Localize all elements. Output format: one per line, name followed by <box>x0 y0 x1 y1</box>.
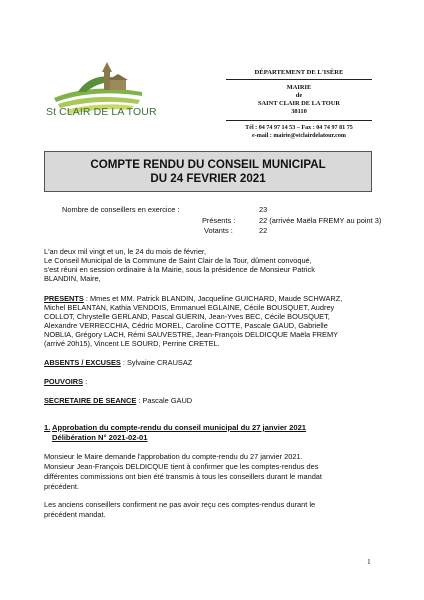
document-title: COMPTE RENDU DU CONSEIL MUNICIPAL <box>90 158 326 171</box>
absents-value: : Sylvaine CRAUSAZ <box>120 358 193 367</box>
section-subtitle: Délibération N° 2021-02-01 <box>52 433 148 442</box>
postal-code: 38110 <box>291 108 307 115</box>
mairie-label: MAIRIE <box>286 84 312 91</box>
pouvoirs-value: : <box>83 377 88 386</box>
intro-line: L'an deux mil vingt et un, le 24 du mois de février, <box>44 247 207 256</box>
votants-label: Votants : <box>204 226 233 235</box>
phone-fax: Tél : 04 74 97 14 53 – Fax : 04 74 97 81 75 <box>245 125 353 131</box>
absents-label: ABSENTS / EXCUSES <box>44 358 121 367</box>
header-divider <box>226 79 372 80</box>
present-value: 22 (arrivée Maëla FREMY au point 3) <box>259 216 382 225</box>
exercise-label: Nombre de conseillers en exercice : <box>62 205 180 214</box>
email-address: e-mail : mairie@stclairdelatour.com <box>252 133 346 139</box>
section-paragraph-line: précédent mandat. <box>44 510 106 519</box>
presents-label: PRESENTS <box>44 294 84 303</box>
exercise-value: 23 <box>259 205 268 214</box>
presents-text: : Mmes et MM. Patrick BLANDIN, Jacqueline GUICHARD, Maude SCHWARZ, <box>83 294 343 303</box>
pouvoirs-label: POUVOIRS <box>44 377 84 386</box>
document-date: DU 24 FEVRIER 2021 <box>150 172 266 185</box>
department-label: DÉPARTEMENT DE L'ISÈRE <box>254 69 344 76</box>
commune-name: SAINT CLAIR DE LA TOUR <box>257 100 341 107</box>
intro-line: Le Conseil Municipal de la Commune de Saint Clair de la Tour, dûment convoqué, <box>44 256 312 265</box>
presents-line: Alexandre VERRECCHIA, Cédric MOREL, Caroline COTTE, Pascale GAUD, Gabrielle <box>44 321 328 330</box>
header-divider-2 <box>226 120 372 121</box>
intro-line: s'est réuni en session ordinaire à la Mairie, sous la présidence de Monsieur Patrick <box>44 265 315 274</box>
section-paragraph-line: précédent. <box>44 482 79 491</box>
absents-line <box>44 358 374 367</box>
intro-line: BLANDIN, Maire, <box>44 274 101 283</box>
section-number: 1. <box>44 423 51 432</box>
votants-value: 22 <box>259 226 268 235</box>
section-paragraph-line: Monsieur Jean-François DELDICQUE tient à confirmer que les comptes-rendus des <box>44 462 319 471</box>
present-label: Présents : <box>202 216 236 225</box>
presents-line: COLLOT, Chrystelle GERLAND, Pascal GUERIN, Jean-Yves BEC, Cécile BOUSQUET, <box>44 312 330 321</box>
title-box <box>44 151 372 192</box>
secretaire-line <box>44 396 374 405</box>
presents-line: (arrivé 20h15), Vincent LE SOURD, Perrine CRETEL. <box>44 339 220 348</box>
presents-line: NOBLIA, Grégory LACH, Rémi SAUVESTRE, Jean-François DELDICQUE Maëla FREMY <box>44 330 339 339</box>
section-paragraph-line: Monsieur le Maire demande l'approbation du compte-rendu du 27 janvier 2021. <box>44 452 303 461</box>
logo-text: St CLAIR DE LA TOUR <box>46 106 157 118</box>
de-label: de <box>295 92 303 99</box>
presents-first-line <box>44 294 374 303</box>
section-paragraph-line: Les anciens conseillers confirment ne pas avoir reçu ces comptes-rendus durant le <box>44 500 316 509</box>
secretaire-value: : Pascale GAUD <box>136 396 193 405</box>
pouvoirs-line <box>44 377 374 386</box>
page-number: 1 <box>367 557 371 566</box>
secretaire-label: SECRETAIRE DE SEANCE <box>44 396 137 405</box>
section-title: Approbation du compte-rendu du conseil municipal du 27 janvier 2021 <box>52 423 307 432</box>
presents-line: Michel BELANTAN, Kathia VENDOIS, Emmanuel EGLAINE, Cécile BOUSQUET, Audrey <box>44 303 335 312</box>
section-paragraph-line: différentes commissions ont bien été transmis à tous les conseillers durant le mandat <box>44 472 322 481</box>
